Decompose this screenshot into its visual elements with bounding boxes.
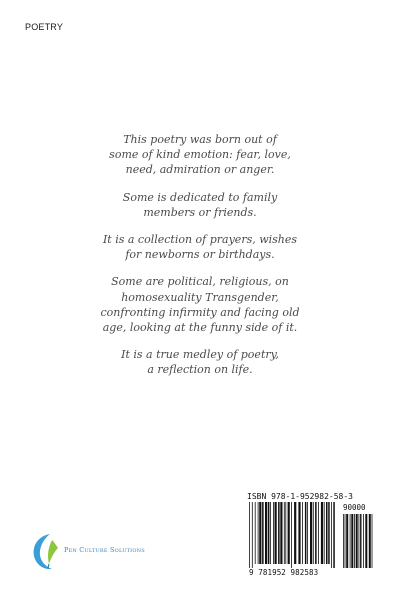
- barcode-bar: [350, 514, 351, 568]
- barcode-bar: [275, 502, 277, 564]
- barcode-bar: [280, 502, 282, 564]
- blurb-line: a reflection on life.: [147, 363, 253, 377]
- barcode-bar: [369, 514, 371, 568]
- barcode-bar: [360, 514, 361, 568]
- publisher-name: Pen Culture Solutions: [64, 546, 145, 554]
- blurb-paragraph-2: [100, 190, 300, 220]
- barcode-bar: [356, 514, 358, 568]
- barcode-bar: [315, 502, 317, 564]
- blurb-line: age, looking at the funny side of it.: [102, 321, 298, 335]
- blurb-line: Some are political, religious, on: [111, 275, 289, 289]
- publisher-logo-block: [28, 528, 178, 574]
- barcode-bar: [351, 514, 353, 568]
- back-cover-blurb: [100, 132, 300, 390]
- blurb-line: It is a true medley of poetry,: [121, 348, 279, 362]
- barcode-bar: [345, 514, 346, 568]
- barcode-bar: [363, 514, 364, 568]
- price-code: 90000: [343, 503, 366, 512]
- barcode-bar: [372, 514, 373, 568]
- barcode-bars: [243, 502, 377, 568]
- barcode-bar: [321, 502, 323, 564]
- blurb-line: confronting infirmity and facing old: [100, 305, 300, 319]
- barcode-bar: [255, 502, 256, 564]
- barcode-bar: [268, 502, 270, 564]
- barcode-bar: [343, 514, 344, 568]
- barcode-bar: [365, 514, 367, 568]
- barcode-number: 9 781952 982583: [249, 568, 319, 577]
- barcode-bar: [285, 502, 286, 564]
- barcode-bar: [278, 502, 280, 564]
- blurb-paragraph-5: [100, 347, 300, 377]
- blurb-line: some of kind emotion: fear, love,: [109, 148, 291, 162]
- blurb-line: homosexuality Transgender,: [121, 290, 279, 304]
- barcode-bar: [249, 502, 250, 568]
- barcode-bar: [313, 502, 314, 564]
- barcode-bar: [302, 502, 303, 564]
- barcode-bar: [307, 502, 308, 564]
- blurb-paragraph-4: [100, 274, 300, 335]
- barcode-bar: [359, 514, 360, 568]
- isbn-label: ISBN 978-1-952982-58-3: [247, 492, 353, 501]
- barcode-bar: [305, 502, 307, 564]
- barcode-bar: [354, 514, 355, 568]
- blurb-paragraph-3: [100, 232, 300, 262]
- blurb-line: members or friends.: [143, 205, 257, 219]
- barcode-bar: [298, 502, 300, 564]
- barcode-bar: [328, 502, 330, 564]
- barcode-bar: [258, 502, 259, 564]
- barcode-bar: [284, 502, 285, 564]
- barcode-bar: [273, 502, 274, 564]
- barcode-bar: [331, 502, 332, 568]
- barcode-bar: [288, 502, 290, 564]
- blurb-line: need, admiration or anger.: [125, 163, 275, 177]
- barcode-bar: [318, 502, 319, 564]
- blurb-line: This poetry was born out of: [123, 133, 277, 146]
- barcode-bar: [265, 502, 267, 564]
- barcode-bar: [252, 502, 253, 568]
- isbn-barcode: [243, 490, 377, 580]
- barcode-bar: [294, 502, 296, 564]
- barcode-bar: [324, 502, 325, 564]
- barcode-bar: [262, 502, 264, 564]
- barcode-bar: [333, 502, 335, 568]
- blurb-paragraph-1: [100, 132, 300, 178]
- barcode-bar: [270, 502, 271, 564]
- blurb-line: It is a collection of prayers, wishes: [102, 233, 298, 247]
- category-label: POETRY: [25, 22, 64, 32]
- barcode-bar: [310, 502, 312, 564]
- barcode-bar: [346, 514, 348, 568]
- barcode-bar: [259, 502, 261, 564]
- barcode-bar: [326, 502, 328, 564]
- blurb-line: for newborns or birthdays.: [125, 248, 275, 262]
- barcode-bar: [291, 502, 292, 568]
- blurb-line: Some is dedicated to family: [122, 190, 278, 204]
